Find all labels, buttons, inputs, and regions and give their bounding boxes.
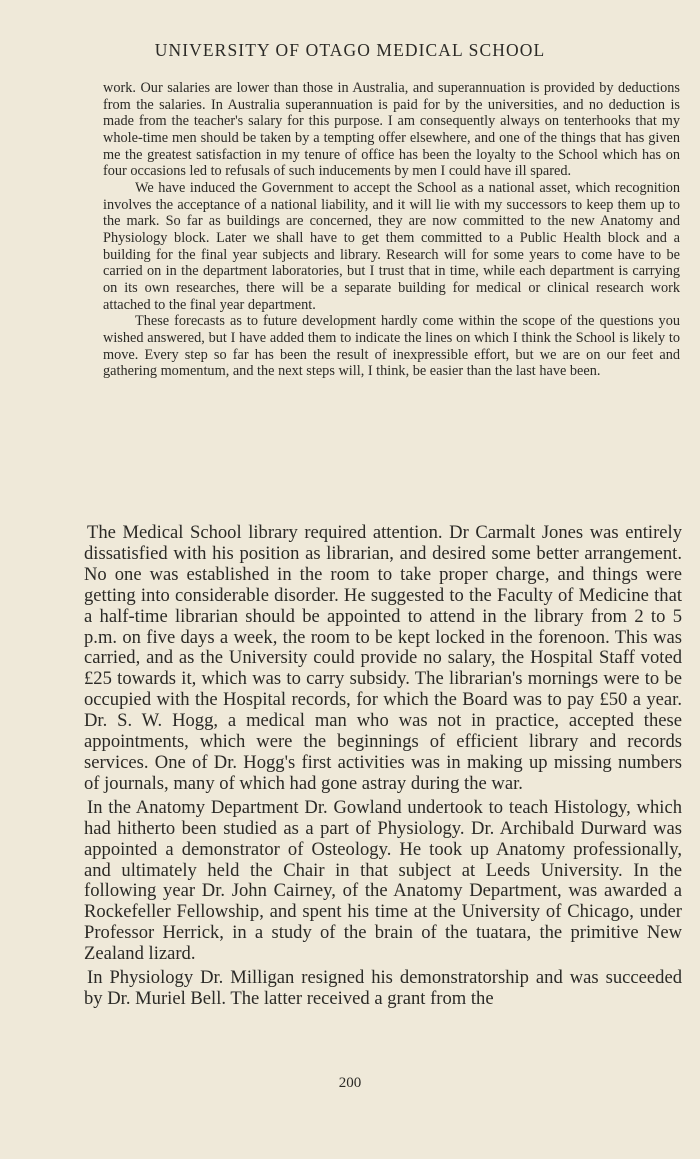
quote-paragraph: These forecasts as to future development hardly come within the scope of the questions you wished answered, but I have added them to indicate the lines on which I think the School is likely to move. Every step so far has been the result of inexpressible effort, but we are on our feet and gathering momentum, and the next steps will, I think, be easier than the last have been.: [103, 313, 680, 380]
body-paragraph: [84, 798, 682, 965]
body-paragraph: [84, 523, 682, 795]
quote-paragraph: We have induced the Government to accept the School as a national asset, which recognition involves the acceptance of a national liability, and it will lie with my successors to keep them up to the mark. So far as buildings are concerned, they are now committed to the new Anatomy and Physiology block. Later we shall have to get them committed to a Public Health block and a building for the final year subjects and library. Research will for some years to come have to be carried on in the department laboratories, but I trust that in time, while each department is carrying on its own researches, there will be a separate building for medical or clinical research work attached to the final year department.: [103, 179, 680, 313]
body-paragraph: [84, 968, 682, 1010]
page-number: 200: [338, 1075, 362, 1091]
body-paragraph-text: The Medical School library required attention. Dr Carmalt Jones was entirely dissatisfied with his position as librarian, and desired some better arrangement. No one was established in the room to take proper charge, and things were getting into considerable disorder. He suggested to the Faculty of Medicine that a half-time librarian should be appointed to attend in the library from 2 to 5 p.m. on five days a week, the room to be kept locked in the forenoon. This was carried, and as the University could provide no salary, the Hospital Staff voted £25 towards it, which was to carry subsidy. The librarian's mornings were to be occupied with the Hospital records, for which the Board was to pay £50 a year. Dr. S. W. Hogg, a medical man who was not in practice, accepted these appointments, which were the beginnings of efficient library and records services. One of Dr. Hogg's first activities was in making up missing numbers of journals, many of which had gone astray during the war.: [84, 522, 682, 794]
body-paragraph-text: In the Anatomy Department Dr. Gowland undertook to teach Histology, which had hitherto been studied as a part of Physiology. Dr. Archibald Durward was appointed a demonstrator of Osteology. He took up Anatomy professionally, and ultimately held the Chair in that subject at Leeds University. In the following year Dr. John Cairney, of the Anatomy Department, was awarded a Rockefeller Fellowship, and spent his time at the University of Chicago, under Professor Herrick, in a study of the brain of the tuatara, the primitive New Zealand lizard.: [84, 796, 682, 965]
running-header: UNIVERSITY OF OTAGO MEDICAL SCHOOL: [154, 40, 546, 60]
block-quotation: [103, 80, 680, 380]
quote-paragraph: work. Our salaries are lower than those in Australia, and superannuation is provided by deductions from the salaries. In Australia superannuation is paid for by the universities, and no deduction is made from the teacher's salary for this purpose. I am consequently always on tenterhooks that my whole-time men should be taken by a tempting offer elsewhere, and one of the things that has given me the greatest satisfaction in my tenure of office has been the loyalty to the School which has on four occasions led to refusals of such inducements by men I could have ill spared.: [103, 80, 680, 180]
body-paragraph-text: In Physiology Dr. Milligan resigned his demonstratorship and was succeeded by Dr. Muriel Bell. The latter received a grant from the: [84, 967, 682, 1009]
main-text: [84, 523, 682, 1010]
